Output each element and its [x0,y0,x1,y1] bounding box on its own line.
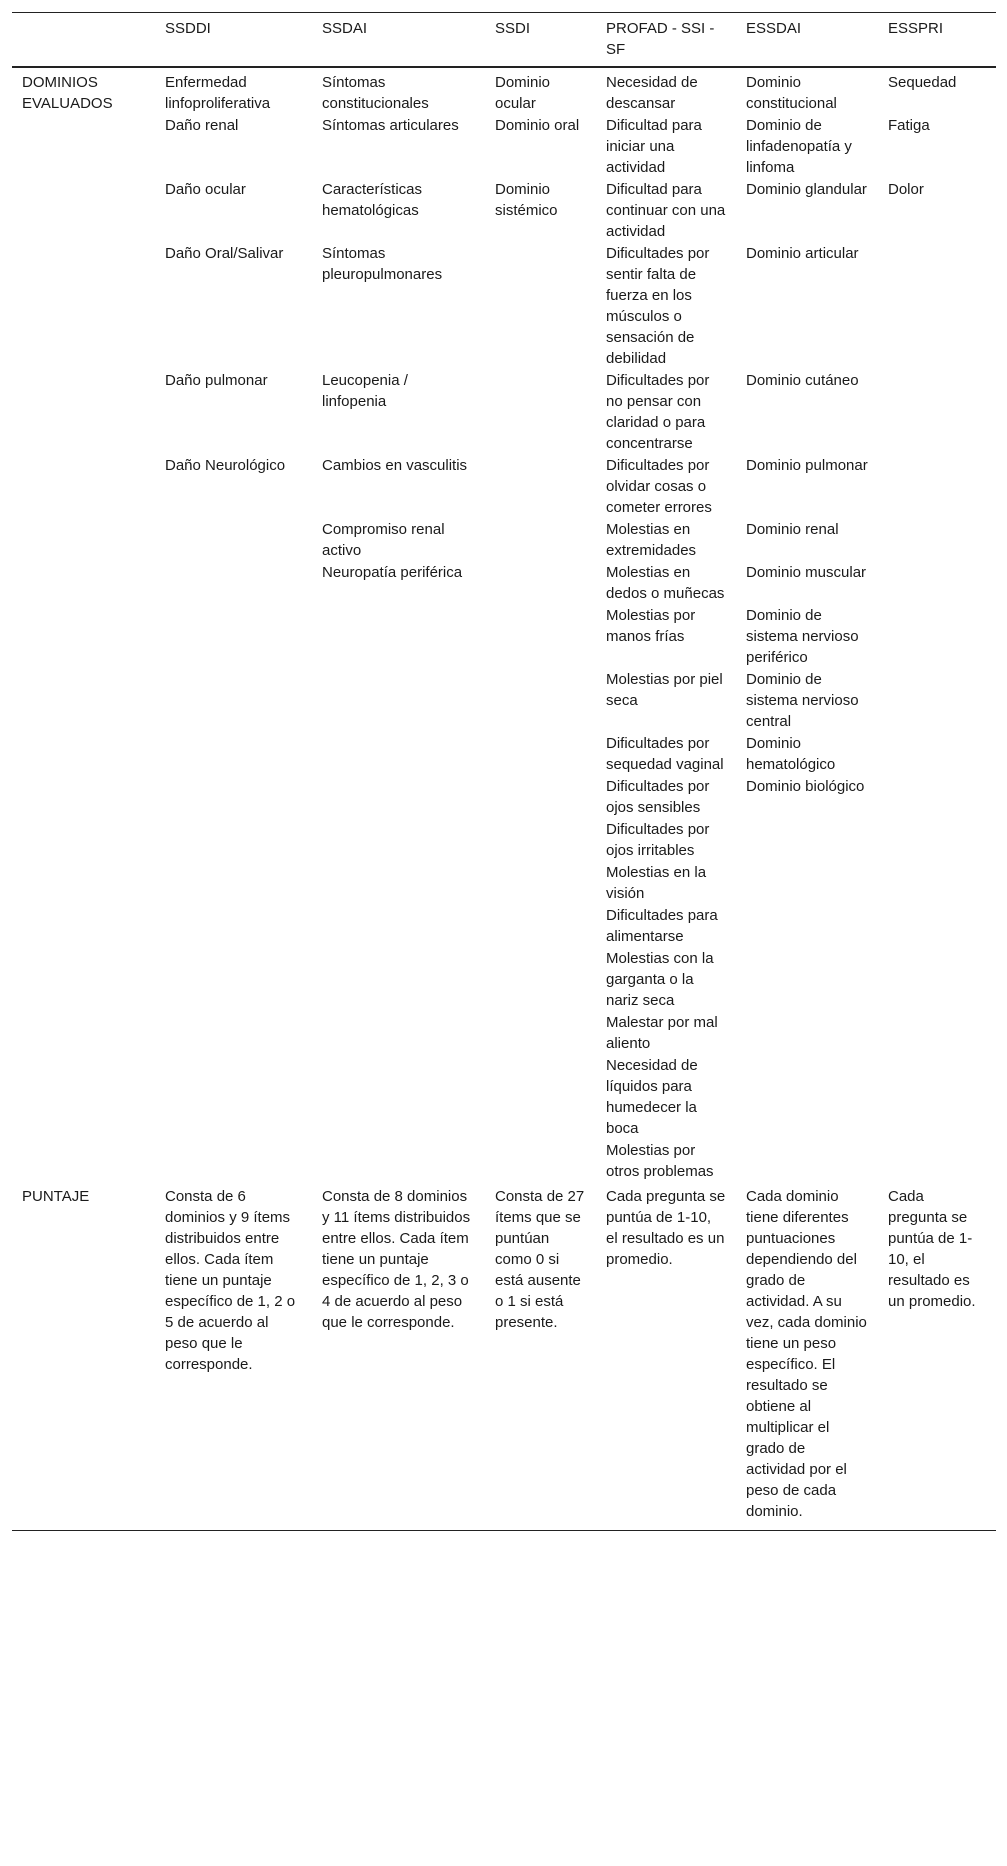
table-cell [878,243,996,370]
table-cell [485,1140,596,1183]
table-row [12,179,996,243]
table-cell [485,905,596,948]
table-cell [736,948,878,1012]
table-row [12,455,996,519]
table-cell: Dominio oral [495,117,580,134]
table-cell [736,1140,878,1183]
score-cell: Consta de 6 dominios y 9 ítems distribuidos entre ellos. Cada ítem tiene un puntaje específico de 1, 2 o 5 de acuerdo al peso que le corresponde. [155,1183,312,1531]
table-cell [485,819,596,862]
score-cell: Cada dominio tiene diferentes puntuaciones dependiendo del grado de actividad. A su vez, cada dominio tiene un peso específico. El resultado se obtiene al multiplicar el grado de actividad por el peso de cada dominio. [736,1183,878,1531]
table-cell [878,1140,996,1183]
table-cell [312,819,485,862]
table-row [12,819,996,862]
table-cell: Leucopenia / linfopenia [322,372,408,410]
table-row [12,370,996,455]
row-label-empty [12,179,155,243]
table-cell [878,776,996,819]
table-cell [878,1012,996,1055]
table-cell: Síntomas articulares [322,117,459,134]
table-cell [878,605,996,669]
table-cell [155,1055,312,1140]
table-row [12,948,996,1012]
row-label-empty [12,948,155,1012]
table-cell: Daño Oral/Salivar [165,245,284,262]
row-label-empty [12,1055,155,1140]
score-cell: Cada pregunta se puntúa de 1-10, el resultado es un promedio. [878,1183,996,1531]
table-cell [878,905,996,948]
table-cell: Neuropatía periférica [322,564,463,581]
score-row [12,1183,996,1531]
table-cell [485,1012,596,1055]
table-cell: Cambios en vasculitis [322,457,468,474]
table-cell: Dominio de sistema nervioso central [746,671,859,730]
table-row [12,1140,996,1183]
table-cell [312,605,485,669]
table-row [12,733,996,776]
table-cell: Dominio pulmonar [746,457,868,474]
table-cell: Fatiga [888,117,930,134]
table-row [12,905,996,948]
table-cell: Dolor [888,181,924,198]
row-label-empty [12,1012,155,1055]
table-cell [155,819,312,862]
table-cell [155,862,312,905]
table-cell [878,948,996,1012]
table-cell: Síntomas pleuropulmonares [322,245,443,283]
table-cell: Dominio sistémico [495,181,558,219]
table-cell [878,862,996,905]
table-cell: Dificultades por no pensar con claridad o para concentrarse [606,372,710,452]
table-cell [312,862,485,905]
table-row [12,562,996,605]
table-cell: Molestias con la garganta o la nariz seca [606,950,714,1009]
row-label-empty [12,562,155,605]
table-cell: Molestias por otros problemas [606,1142,714,1180]
table-row [12,115,996,179]
header-cell-4: PROFAD - SSI - SF [596,13,736,68]
table-cell [155,605,312,669]
table-cell [155,519,312,562]
table-cell [485,669,596,733]
table-cell: Necesidad de descansar [606,74,698,112]
table-cell: Dominio hematológico [746,735,836,773]
table-cell: Compromiso renal activo [322,521,445,559]
table-cell: Dominio ocular [495,74,551,112]
row-label-empty [12,243,155,370]
header-cell-3: SSDI [485,13,596,68]
row-label-empty [12,776,155,819]
row-label-empty [12,519,155,562]
row-label-empty [12,1140,155,1183]
table-cell: Dominio glandular [746,181,867,198]
table-cell [485,370,596,455]
table-cell [155,669,312,733]
table-cell: Dificultad para continuar con una actividad [606,181,726,240]
table-cell: Dominio constitucional [746,74,837,112]
table-cell [485,455,596,519]
table-cell: Molestias en extremidades [606,521,697,559]
table-cell: Dificultades por ojos irritables [606,821,710,859]
table-cell [485,519,596,562]
table-cell [155,562,312,605]
table-cell [878,519,996,562]
table-cell [485,243,596,370]
table-cell [312,669,485,733]
table-row [12,519,996,562]
table-cell: Características hematológicas [322,181,423,219]
header-cell-empty [12,13,155,68]
table-cell [878,562,996,605]
table-cell: Necesidad de líquidos para humedecer la boca [606,1057,698,1137]
table-cell: Dominio cutáneo [746,372,859,389]
table-cell [736,1012,878,1055]
header-row [12,13,996,68]
table-cell: Dominio biológico [746,778,865,795]
row-label-empty [12,819,155,862]
row-label-empty [12,370,155,455]
table-cell: Daño pulmonar [165,372,268,389]
comparison-table [12,12,996,1531]
table-cell [878,370,996,455]
table-cell [878,669,996,733]
table-cell [155,776,312,819]
table-cell: Dificultades por sentir falta de fuerza en los músculos o sensación de debilidad [606,245,710,367]
table-header [12,13,996,68]
table-cell [485,562,596,605]
table-cell: Sequedad [888,74,957,91]
row-label-empty [12,862,155,905]
table-cell [485,948,596,1012]
table-cell [736,1055,878,1140]
table-cell: Dominio de sistema nervioso periférico [746,607,859,666]
table-cell [485,862,596,905]
row-label-empty [12,733,155,776]
table-cell: Dominio articular [746,245,859,262]
table-cell: Síntomas constitucionales [322,74,429,112]
table-cell [485,605,596,669]
table-cell: Dificultades por ojos sensibles [606,778,710,816]
score-cell: Consta de 27 ítems que se puntúan como 0 si está ausente o 1 si está presente. [485,1183,596,1531]
table-cell: Dificultades para alimentarse [606,907,718,945]
table-cell [312,1012,485,1055]
table-cell: Molestias por manos frías [606,607,696,645]
table-cell: Daño renal [165,117,239,134]
table-row [12,1055,996,1140]
table-cell [155,905,312,948]
table-cell: Dificultades por olvidar cosas o cometer errores [606,457,712,516]
table-cell: Molestias en la visión [606,864,707,902]
table-row [12,1012,996,1055]
row-label-empty [12,605,155,669]
table-cell [155,1140,312,1183]
table-cell [878,1055,996,1140]
table-cell [312,733,485,776]
header-cell-2: SSDAI [312,13,485,68]
table-cell: Molestias en dedos o muñecas [606,564,725,602]
table-cell: Dominio muscular [746,564,867,581]
table-cell: Malestar por mal aliento [606,1014,718,1052]
table-cell [878,455,996,519]
table-cell [878,819,996,862]
table-cell [736,819,878,862]
table-row [12,605,996,669]
table-cell: Molestias por piel seca [606,671,723,709]
table-cell [485,1055,596,1140]
table-cell [736,862,878,905]
table-cell: Enfermedad linfoproliferativa [165,74,271,112]
table-cell [312,1055,485,1140]
table-cell: Daño Neurológico [165,457,286,474]
table-row [12,243,996,370]
score-cell: Consta de 8 dominios y 11 ítems distribuidos entre ellos. Cada ítem tiene un puntaje específico de 1, 2, 3 o 4 de acuerdo al peso que le corresponde. [312,1183,485,1531]
table-cell [878,733,996,776]
table-row [12,669,996,733]
row-label-domains: DOMINIOS EVALUADOS [22,74,113,112]
row-label-empty [12,455,155,519]
header-cell-1: SSDDI [155,13,312,68]
score-cell: Cada pregunta se puntúa de 1-10, el resultado es un promedio. [596,1183,736,1531]
table-cell: Dificultad para iniciar una actividad [606,117,702,176]
table-row [12,67,996,115]
table-cell [155,1012,312,1055]
row-label-score: PUNTAJE [12,1183,155,1531]
table-cell: Dominio de linfadenopatía y linfoma [746,117,852,176]
row-label-empty [12,115,155,179]
table-cell [312,905,485,948]
row-label-empty [12,905,155,948]
table-row [12,776,996,819]
table-cell [485,776,596,819]
header-cell-5: ESSDAI [736,13,878,68]
table-row [12,862,996,905]
table-cell [485,733,596,776]
table-cell [312,1140,485,1183]
table-cell: Daño ocular [165,181,246,198]
header-cell-6: ESSPRI [878,13,996,68]
table-cell: Dominio renal [746,521,839,538]
table-cell: Dificultades por sequedad vaginal [606,735,724,773]
table-body [12,67,996,1531]
table-cell [312,776,485,819]
table-cell [155,733,312,776]
table-cell [312,948,485,1012]
table-cell [155,948,312,1012]
table-cell [736,905,878,948]
row-label-empty [12,669,155,733]
